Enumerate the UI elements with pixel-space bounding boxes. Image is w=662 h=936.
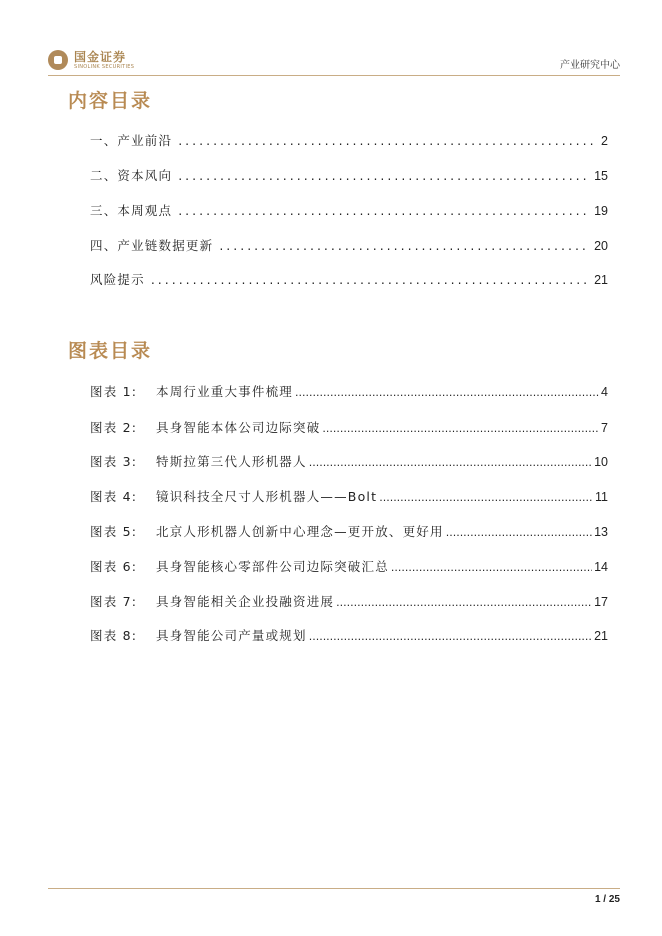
leader-dots	[446, 526, 592, 539]
leader-dots	[309, 456, 592, 469]
toc-entry[interactable]	[90, 270, 608, 288]
leader-dots	[336, 596, 592, 609]
toc-entry-label: 一、产业前沿	[90, 133, 173, 148]
figure-entry-page: 7	[601, 421, 608, 435]
figure-entry[interactable]	[90, 452, 608, 470]
leader-dots	[151, 272, 588, 287]
toc-entry-label: 二、资本风向	[90, 168, 173, 183]
leader-dots	[295, 386, 599, 399]
leader-dots	[178, 133, 595, 148]
toc-entry-page: 15	[594, 169, 608, 183]
figure-entry-label: 具身智能相关企业投融资进展	[156, 594, 335, 609]
toc-entry-label: 四、产业链数据更新	[90, 238, 214, 253]
figure-entry-number: 图表 5:	[90, 524, 138, 539]
figure-entry[interactable]	[90, 557, 608, 575]
figure-entry[interactable]	[90, 592, 608, 610]
logo-en-text: SINOLINK SECURITIES	[74, 63, 135, 70]
toc-entry-label: 三、本周观点	[90, 203, 173, 218]
figure-entry-number: 图表 1:	[90, 384, 138, 399]
toc-title: 内容目录	[68, 90, 153, 112]
figure-entry-label: 具身智能本体公司边际突破	[156, 420, 321, 435]
figure-entry-page: 14	[594, 560, 608, 574]
figure-entry-page: 10	[594, 455, 608, 469]
figure-entry[interactable]	[90, 626, 608, 644]
figure-entry-page: 4	[601, 385, 608, 399]
figure-entry[interactable]	[90, 487, 608, 505]
footer-divider	[48, 888, 620, 889]
logo-icon	[48, 50, 68, 70]
figure-entry-label: 具身智能核心零部件公司边际突破汇总	[156, 559, 389, 574]
toc-entry-label: 风险提示	[90, 272, 145, 287]
toc-entry[interactable]	[90, 131, 608, 149]
leader-dots	[391, 561, 592, 574]
toc-entry-page: 2	[601, 134, 608, 148]
toc-entry[interactable]	[90, 236, 608, 254]
figure-entry[interactable]	[90, 418, 608, 436]
figure-entry-page: 11	[595, 490, 608, 504]
toc-entry-page: 20	[594, 239, 608, 253]
leader-dots	[178, 203, 588, 218]
figure-entry-page: 13	[594, 525, 608, 539]
toc-entry[interactable]	[90, 201, 608, 219]
figure-entry-label: 镜识科技全尺寸人形机器人——Bolt	[156, 489, 378, 504]
leader-dots	[309, 630, 592, 643]
figure-entry-number: 图表 3:	[90, 454, 138, 469]
department-label: 产业研究中心	[560, 60, 620, 71]
leader-dots	[379, 491, 593, 504]
page-number: 1 / 25	[594, 894, 620, 905]
toc-entry-page: 21	[594, 273, 608, 287]
toc-entry[interactable]	[90, 166, 608, 184]
leader-dots	[178, 168, 588, 183]
figure-entry-number: 图表 2:	[90, 420, 138, 435]
leader-dots	[322, 422, 599, 435]
figure-entry-number: 图表 7:	[90, 594, 138, 609]
figure-entry-number: 图表 4:	[90, 489, 138, 504]
figure-entry[interactable]	[90, 522, 608, 540]
page-header	[48, 44, 620, 76]
logo-cn-text: 国金证券	[74, 49, 127, 64]
figure-entry-label: 本周行业重大事件梳理	[156, 384, 294, 399]
figure-entry-label: 特斯拉第三代人形机器人	[156, 454, 307, 469]
figure-entry-page: 17	[594, 595, 608, 609]
figure-entry[interactable]	[90, 382, 608, 400]
toc-entry-page: 19	[594, 204, 608, 218]
figure-entry-label: 具身智能公司产量或规划	[156, 628, 307, 643]
header-divider	[48, 75, 620, 76]
leader-dots	[219, 238, 588, 253]
figure-entry-number: 图表 8:	[90, 628, 138, 643]
figure-list-title: 图表目录	[68, 340, 153, 362]
figure-entry-label: 北京人形机器人创新中心理念—更开放、更好用	[156, 524, 444, 539]
figure-entry-page: 21	[594, 629, 608, 643]
figure-entry-number: 图表 6:	[90, 559, 138, 574]
company-logo	[48, 48, 134, 72]
